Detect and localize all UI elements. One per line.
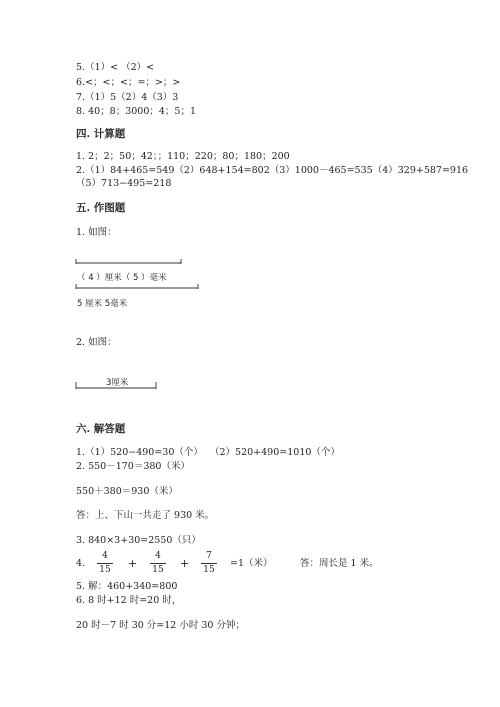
fraction-1-numerator: 4	[102, 551, 108, 561]
section-6-title: 六. 解答题	[76, 423, 126, 435]
answer-2: 2. 550－170＝380（米）	[76, 461, 190, 472]
section-4-title: 四. 计算题	[76, 128, 126, 140]
answer-line-8: 8. 40；8；3000；4；5；1	[76, 106, 197, 117]
answer-4-conclusion: 答：周长是 1 米。	[300, 558, 379, 569]
answer-3: 3. 840×3+30=2550（只）	[76, 535, 201, 546]
section-4-line-3: （5）713−495=218	[76, 178, 172, 189]
section-4-line-1: 1. 2；2；50；42；；110；220；80；180；200	[76, 151, 290, 162]
plus-operator-1: +	[128, 557, 138, 570]
fraction-2-numerator: 4	[155, 551, 161, 561]
fraction-1	[97, 551, 113, 576]
plus-operator-2: +	[180, 557, 190, 570]
fraction-3-denominator: 15	[203, 565, 215, 575]
answer-line-7: 7.（1）5（2）4（3）3	[76, 92, 179, 103]
answer-5: 5. 解：460+340=800	[76, 581, 178, 592]
answer-2-step: 550＋380＝930（米）	[76, 486, 178, 497]
fraction-2-denominator: 15	[152, 565, 164, 575]
diagram-1-caption: 5 厘米 5毫米	[77, 299, 128, 309]
answer-1-part-1: 1.（1）520−490=30（个）	[76, 447, 203, 458]
section-5-title: 五. 作图题	[76, 202, 126, 214]
fraction-1-denominator: 15	[99, 565, 111, 575]
answer-6-step: 20 时－7 时 30 分=12 小时 30 分钟；	[76, 620, 245, 631]
answer-2-conclusion: 答：上、下山一共走了 930 米。	[76, 510, 215, 521]
answer-line-6: 6.<；<；<；=；>；>	[76, 77, 181, 88]
answer-6: 6. 8 时+12 时=20 时，	[76, 595, 182, 606]
diagram-2-label: 3厘米	[106, 378, 129, 388]
answer-1-part-2: （2）520+490=1010（个）	[210, 447, 340, 458]
fraction-2	[150, 551, 166, 576]
fraction-3-numerator: 7	[206, 551, 212, 561]
fraction-3	[201, 551, 217, 576]
answer-line-5: 5.（1）< （2）<	[76, 62, 155, 73]
question-2-label: 2. 如图：	[76, 337, 117, 348]
answer-4-result: =1（米）	[230, 558, 273, 569]
question-1-label: 1. 如图：	[76, 227, 117, 238]
diagram-1-label: （ 4 ）厘米（ 5 ）毫米	[77, 273, 167, 283]
section-4-line-2: 2.（1）84+465=549（2）648+154=802（3）1000－465=535（4）329+587=916	[76, 165, 469, 176]
answer-4-prefix: 4.	[76, 558, 86, 569]
